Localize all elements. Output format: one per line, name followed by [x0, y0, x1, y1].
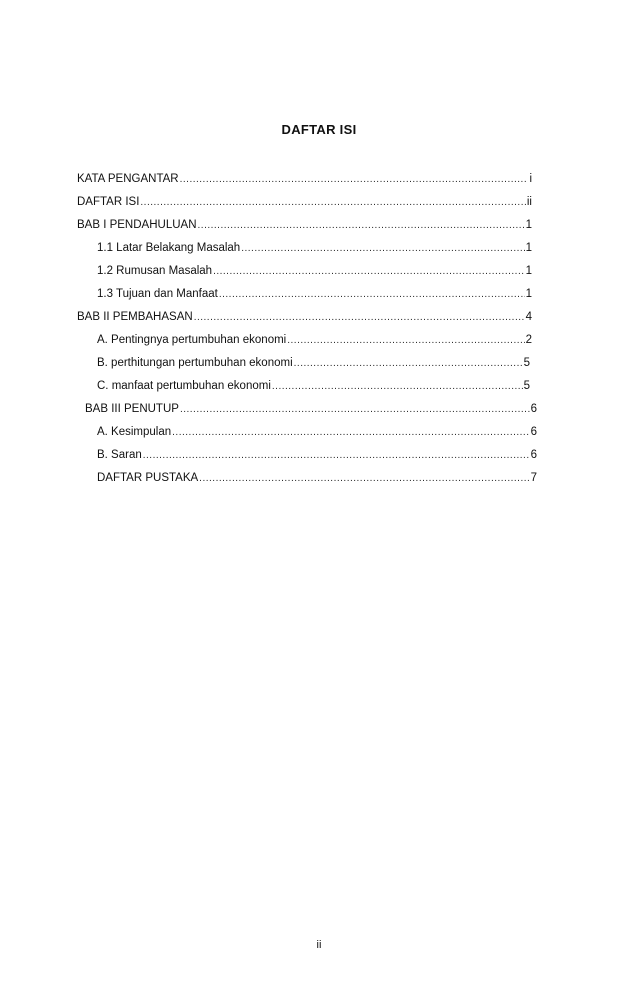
toc-entry-label: B. Saran: [97, 449, 142, 461]
toc-entry-page: 6: [530, 426, 537, 438]
toc-dot-leader: [219, 289, 525, 301]
toc-entry-page: 2: [525, 334, 532, 346]
toc-entry-page: i: [529, 173, 532, 185]
toc-dot-leader: [199, 473, 529, 485]
toc-dot-leader: [241, 243, 524, 255]
toc-entry-2-a: [97, 333, 532, 347]
toc-entry-label: 1.1 Latar Belakang Masalah: [97, 242, 241, 254]
toc-entry-daftar-isi: [77, 195, 532, 209]
toc-entry-label: 1.3 Tujuan dan Manfaat: [97, 288, 218, 300]
toc-dot-leader: [194, 312, 525, 324]
toc-entry-2-c: [97, 379, 530, 393]
toc-entry-kata-pengantar: [77, 172, 532, 186]
toc-dot-leader: [287, 335, 524, 347]
toc-dot-leader: [272, 381, 523, 393]
toc-entry-page: 7: [530, 472, 537, 484]
toc-entry-label: BAB I PENDAHULUAN: [77, 219, 197, 231]
toc-dot-leader: [140, 197, 525, 209]
toc-entry-daftar-pustaka: [97, 471, 537, 485]
toc-entry-page: ii: [526, 196, 532, 208]
toc-entry-label: A. Kesimpulan: [97, 426, 172, 438]
toc-entry-page: 4: [525, 311, 532, 323]
toc-entry-bab-2: [77, 310, 532, 324]
toc-entry-label: 1.2 Rumusan Masalah: [97, 265, 213, 277]
toc-entry-page: 5: [523, 380, 530, 392]
toc-dot-leader: [180, 404, 530, 416]
toc-dot-leader: [294, 358, 523, 370]
toc-entry-page: 1: [525, 242, 532, 254]
toc-entry-label: C. manfaat pertumbuhan ekonomi: [97, 380, 271, 392]
toc-entry-3-a: [97, 425, 537, 439]
toc-dot-leader: [213, 266, 525, 278]
toc-entry-bab-1: [77, 218, 532, 232]
toc-entry-label: DAFTAR PUSTAKA: [97, 472, 199, 484]
toc-entry-2-b: [97, 356, 530, 370]
page-title: DAFTAR ISI: [281, 122, 357, 137]
toc-entry-bab-3: [85, 402, 537, 416]
toc-dot-leader: [180, 174, 529, 186]
toc-entry-page: 1: [525, 265, 532, 277]
toc-entry-3-b: [97, 448, 537, 462]
toc-dot-leader: [143, 450, 530, 462]
toc-entry-1-1: [97, 241, 532, 255]
toc-entry-label: KATA PENGANTAR: [77, 173, 179, 185]
toc-dot-leader: [198, 220, 525, 232]
toc-entry-label: DAFTAR ISI: [77, 196, 140, 208]
toc-entry-1-3: [97, 287, 532, 301]
toc-dot-leader: [172, 427, 529, 439]
toc-entry-1-2: [97, 264, 532, 278]
toc-entry-page: 5: [523, 357, 530, 369]
toc-entry-label: BAB III PENUTUP: [85, 403, 179, 415]
toc-entry-label: B. perthitungan pertumbuhan ekonomi: [97, 357, 293, 369]
toc-entry-page: 6: [530, 449, 537, 461]
toc-entry-page: 1: [525, 219, 532, 231]
toc-entry-page: 6: [530, 403, 537, 415]
toc-entry-page: 1: [525, 288, 532, 300]
toc-entry-label: A. Pentingnya pertumbuhan ekonomi: [97, 334, 287, 346]
footer-page-number: ii: [316, 939, 322, 951]
toc-entry-label: BAB II PEMBAHASAN: [77, 311, 193, 323]
